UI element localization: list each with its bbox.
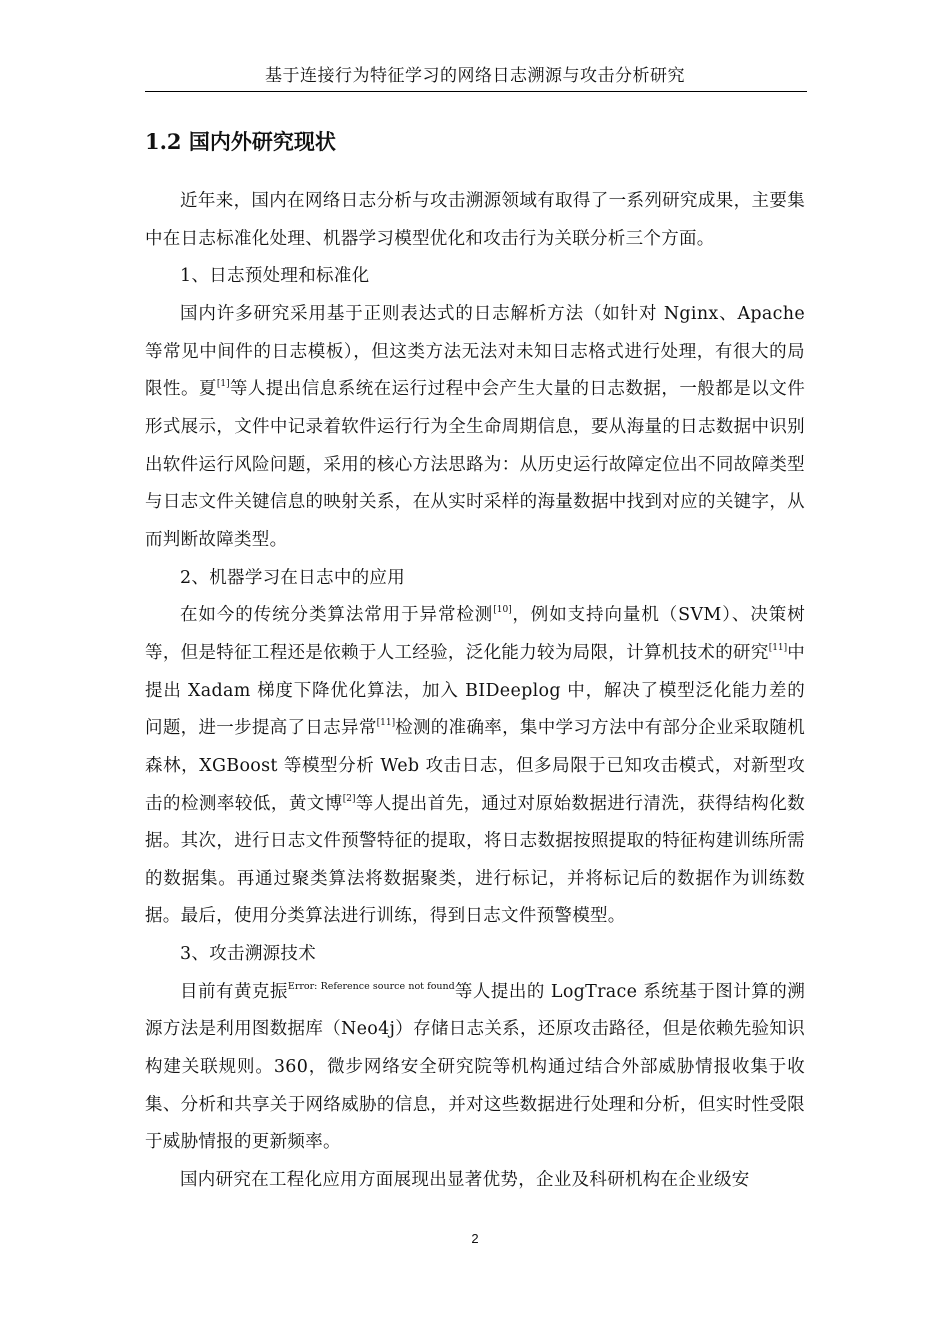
text-run: 等人提出的 LogTrace 系统基于图计算的溯源方法是利用图数据库（Neo4j）存储日志关系，还原攻击路径，但是依赖先验知识构建关联规则。360，微步网络安全研究院等机构通过结合外部威胁情报收集于收集、分析和共享关于网络威胁的信息，并对这些数据进行处理和分析，但实时性受限于威胁情报的更新频率。	[145, 981, 805, 1153]
paragraph-engineering: 国内研究在工程化应用方面展现出显著优势，企业及科研机构在企业级安	[180, 1170, 750, 1191]
intro-paragraph: 近年来，国内在网络日志分析与攻击溯源领域有取得了一系列研究成果，主要集中在日志标准化处理、机器学习模型优化和攻击行为关联分析三个方面。	[145, 191, 805, 249]
citation-ref: [11]	[768, 642, 788, 653]
citation-ref: [10]	[493, 605, 512, 616]
subsection-3-title: 3、攻击溯源技术	[180, 944, 317, 965]
citation-ref: [2]	[342, 793, 356, 804]
text-run: 等人提出首先，通过对原始数据进行清洗，获得结构化数据。其次，进行日志文件预警特征的提取，将日志数据按照提取的特征构建训练所需的数据集。再通过聚类算法将数据聚类，进行标记，并将标记后的数据作为训练数据。最后，使用分类算法进行训练，得到日志文件预警模型。	[145, 793, 805, 927]
subsection-2-title: 2、机器学习在日志中的应用	[180, 567, 406, 588]
text-run: ，例如支持向量机（SVM）、决策树等，但是特征工程还是依赖于人工经验，泛化能力较为局限，计算机技术的研究	[145, 605, 805, 663]
paragraph-machine-learning	[145, 597, 805, 936]
section-heading: 1.2 国内外研究现状	[145, 129, 336, 154]
text-run: 目前有黄克振	[180, 981, 288, 1002]
broken-reference-error: Error: Reference source not found	[287, 980, 455, 992]
text-run: 等人提出信息系统在运行过程中会产生大量的日志数据，一般都是以文件形式展示，文件中记录着软件运行行为全生命周期信息，要从海量的日志数据中识别出软件运行风险问题，采用的核心方法思路为：从历史运行故障定位出不同故障类型与日志文件关键信息的映射关系，在从实时采样的海量数据中找到对应的关键字，从而判断故障类型。	[145, 379, 805, 550]
header-rule	[145, 91, 807, 92]
page-number: 2	[471, 1231, 479, 1246]
text-run: 在如今的传统分类算法常用于异常检测	[180, 605, 494, 626]
citation-ref: [11]	[376, 718, 396, 729]
text-run: 国内许多研究采用基于正则表达式的日志解析方法（如针对 Nginx、Apache 等常见中间件的日志模板），但这类方法无法对未知日志格式进行处理，有很大的局限性。夏	[145, 303, 805, 400]
body-text	[145, 183, 805, 1200]
text-run: 中提出 Xadam 梯度下降优化算法，加入 BIDeeplog 中，解决了模型泛化能力差的问题，进一步提高了日志异常	[145, 642, 805, 739]
paragraph-attack-tracing	[145, 974, 805, 1162]
running-header-title: 基于连接行为特征学习的网络日志溯源与攻击分析研究	[265, 66, 685, 86]
subsection-1-title: 1、日志预处理和标准化	[180, 266, 370, 287]
citation-ref: [1]	[216, 379, 230, 390]
text-run: 检测的准确率，集中学习方法中有部分企业采取随机森林，XGBoost 等模型分析 Web 攻击日志，但多局限于已知攻击模式，对新型攻击的检测率较低，黄文博	[145, 718, 805, 814]
paragraph-log-preprocessing	[145, 296, 805, 560]
